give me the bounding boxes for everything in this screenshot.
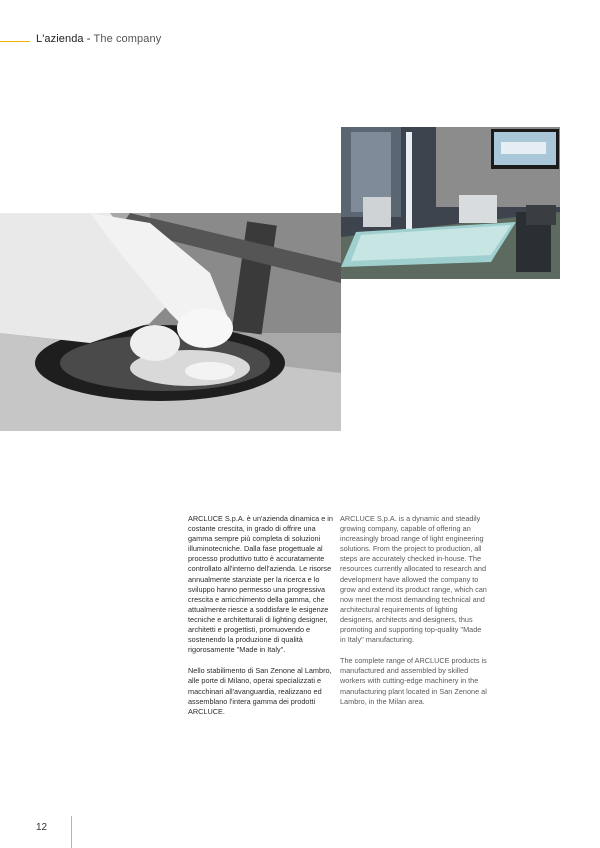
section-title-separator: - [83,33,94,45]
paragraph-english-2: The complete range of ARCLUCE products is manufactured and assembled by skilled workers with cutting-edge machinery in the manufacturing plant located in San Zenone al Lambro, in the Milan area. [340,656,487,706]
page-number: 12 [36,822,48,833]
meeting-room-photo [341,127,560,279]
section-title-english: The company [93,33,162,45]
meeting-room-illustration [341,127,560,279]
text-column-italian [188,514,335,728]
lab-illustration [0,213,341,431]
paragraph-italian-2: Nello stabilimento di San Zenone al Lambro, alle porte di Milano, operai specializzati e macchinari all'avanguardia, realizzano ed assemblano l'intera gamma dei prodotti ARCLUCE. [188,666,332,716]
section-header [36,33,161,45]
lab-photo [0,213,341,431]
paragraph-italian-1: ARCLUCE S.p.A. è un'azienda dinamica e in costante crescita, in grado di offrire una gamma sempre più completa di soluzioni illuminotecniche. Dalla fase progettuale al processo produttivo tutto è accuratamente controllato all'interno dell'azienda. Le risorse annualmente stanziate per la ricerca e lo sviluppo hanno permesso una progressiva crescita e arricchimento della gamma, che attualmente riesce a soddisfare le esigenze tecniche e architetturali di lighting designer, architetti e progettisti, promuovendo e sostenendo la produzione di qualità rigorosamente "Made in Italy". [188,514,333,655]
section-title-italian: L'azienda [36,33,84,45]
paragraph-english-1: ARCLUCE S.p.A. is a dynamic and steadily growing company, capable of offering an increasingly broad range of light engineering solutions. From the project to production, all steps are accurately checked in-house. The resources currently allocated to research and development have allowed the company to grow and extend its product range, which can now meet the most demanding technical and architectural requirements of lighting designers, architects and designers, thus promoting and supporting top-quality "Made in Italy" manufacturing. [340,514,487,645]
header-accent-line [0,41,30,42]
text-column-english [340,514,487,718]
footer-accent-line [71,816,72,848]
